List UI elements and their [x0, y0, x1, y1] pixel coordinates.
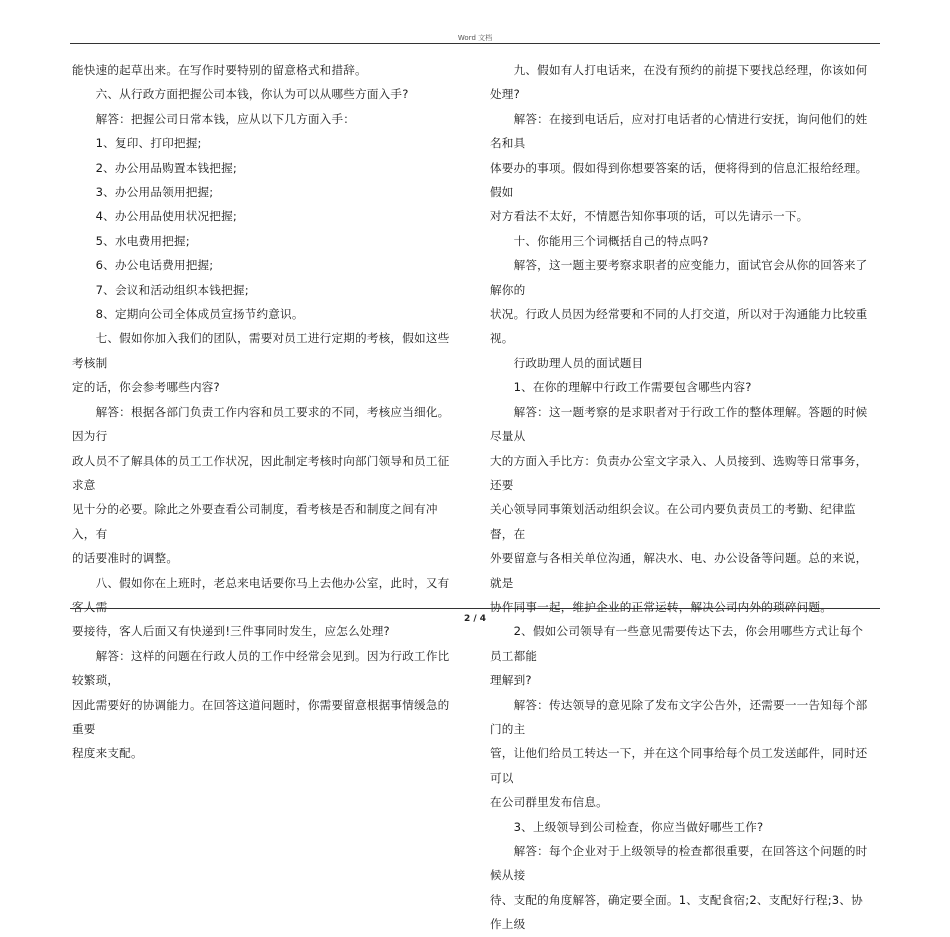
text-line: 大的方面入手比方：负责办公室文字录入、人员接到、选购等日常事务，还要: [490, 453, 868, 492]
text-line: 能快速的起草出来。在写作时要特别的留意格式和措辞。: [72, 63, 367, 77]
text-line: 程度来支配。: [72, 746, 143, 761]
text-line: 待、支配的角度解答，确定要全面。1、支配食宿;2、支配好行程;3、协作上级: [490, 892, 863, 932]
text-line: 见十分的必要。除此之外要查看公司制度，看考核是否和制度之间有冲入，有: [72, 502, 438, 541]
text-line: 定的话，你会参考哪些内容?: [72, 380, 220, 395]
text-line: 解答，这一题主要考察求职者的应变能力，面试官会从你的回答来了解你的: [490, 258, 868, 297]
text-line: 7、会议和活动组织本钱把握;: [72, 282, 249, 297]
text-line: 3、上级领导到公司检查，你应当做好哪些工作?: [490, 819, 764, 834]
text-line: 4、办公用品使用状况把握;: [72, 209, 238, 224]
text-line: 解答：每个企业对于上级领导的检查都很重要，在回答这个问题的时候从接: [490, 844, 868, 883]
text-line: 在公司群里发布信息。: [490, 795, 608, 810]
text-line: 状况。行政人员因为经常要和不同的人打交道，所以对于沟通能力比较重视。: [490, 307, 868, 346]
text-line: 外要留意与各相关单位沟通，解决水、电、办公设备等问题。总的来说，就是: [490, 551, 868, 590]
right-text-column: [490, 58, 874, 937]
text-line: 九、假如有人打电话来，在没有预约的前提下要找总经理，你该如何处理?: [490, 63, 868, 102]
text-line: 政人员不了解具体的员工工作状况，因此制定考核时向部门领导和员工征求意: [72, 453, 450, 492]
page-number: 2 / 4: [463, 614, 487, 624]
text-line: 理解到?: [490, 673, 532, 688]
text-line: 关心领导同事策划活动组织会议。在公司内要负责员工的考勤、纪律监督，在: [490, 502, 856, 541]
text-line: 解答：在接到电话后，应对打电话者的心情进行安抚，询问他们的姓名和具: [490, 111, 868, 151]
text-line: 3、办公用品领用把握;: [72, 185, 214, 200]
footer-divider: [70, 608, 880, 609]
text-line: 5、水电费用把握;: [72, 233, 190, 248]
text-line: 解答：根据各部门负责工作内容和员工要求的不同，考核应当细化。因为行: [72, 404, 450, 444]
text-line: 要接待，客人后面又有快递到!三件事同时发生，应怎么处理?: [72, 624, 390, 639]
text-line: 行政助理人员的面试题目: [490, 355, 644, 370]
text-line: 2、办公用品购置本钱把握;: [72, 160, 238, 175]
text-line: 八、假如你在上班时，老总来电话要你马上去他办公室，此时，又有客人需: [72, 575, 450, 614]
text-line: 解答：这一题考察的是求职者对于行政工作的整体理解。答题的时候尽量从: [490, 404, 868, 444]
text-line: 2、假如公司领导有一些意见需要传达下去，你会用哪些方式让每个员工都能: [490, 624, 864, 663]
text-line: 8、定期向公司全体成员宣扬节约意识。: [72, 307, 304, 322]
header-divider: [70, 43, 880, 44]
left-text-column: [72, 58, 456, 766]
text-line: 对方看法不太好，不情愿告知你事项的话，可以先请示一下。: [490, 209, 809, 224]
text-line: 十、你能用三个词概括自己的特点吗?: [490, 233, 709, 248]
page-header: Word 文档: [457, 34, 493, 42]
text-line: 6、办公电话费用把握;: [72, 258, 214, 273]
text-line: 1、在你的理解中行政工作需要包含哪些内容?: [490, 380, 752, 395]
text-line: 体要办的事项。假如得到你想要答案的话，便将得到的信息汇报给经理。假如: [490, 160, 868, 200]
text-line: 的话要准时的调整。: [72, 551, 179, 566]
text-line: 协作同事一起，维护企业的正常运转，解决公司内外的琐碎问题。: [490, 599, 833, 614]
text-line: 1、复印、打印把握;: [72, 136, 202, 151]
text-line: 解答：传达领导的意见除了发布文字公告外，还需要一一告知每个部门的主: [490, 697, 868, 736]
text-line: 解答：这样的问题在行政人员的工作中经常会见到。因为行政工作比较繁琐，: [72, 648, 450, 688]
text-line: 七、假如你加入我们的团队，需要对员工进行定期的考核，假如这些考核制: [72, 331, 450, 370]
text-line: 解答：把握公司日常本钱，应从以下几方面入手：: [72, 111, 356, 126]
text-line: 六、从行政方面把握公司本钱，你认为可以从哪些方面入手?: [72, 87, 409, 102]
text-line: 管，让他们给员工转达一下，并在这个同事给每个员工发送邮件，同时还可以: [490, 746, 868, 785]
text-line: 因此需要好的协调能力。在回答这道问题时，你需要留意根据事情缓急的重要: [72, 697, 450, 736]
